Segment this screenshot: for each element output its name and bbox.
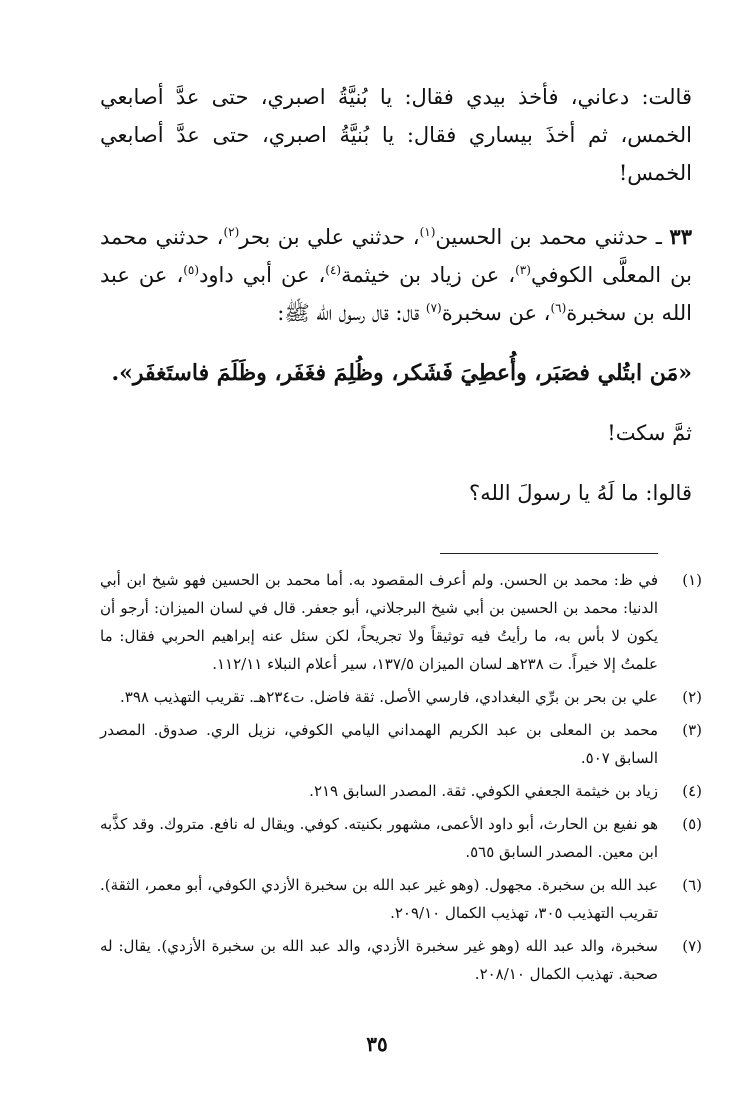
footnote-text: عبد الله بن سخبرة. مجهول. (وهو غير عبد الله بن سخبرة الأزدي الكوفي، أبو معمر، الثقة). تقريب التهذيب ٣٠٥، تهذيب الكمال ٢٠٩/١٠. <box>100 876 658 922</box>
footnote-item <box>100 777 702 805</box>
footnote-ref[interactable]: (٧) <box>425 301 442 315</box>
footnote-ref[interactable]: (٥) <box>183 263 200 277</box>
footnote-item <box>100 932 702 988</box>
footnote-item <box>100 871 702 927</box>
footnote-text: سخبرة، والد عبد الله (وهو غير سخبرة الأزدي، والد عبد الله بن سخبرة الأزدي). يقال: له صحبة. تهذيب الكمال ٢٠٨/١٠. <box>100 937 658 983</box>
footnote-text: هو نفيع بن الحارث، أبو داود الأعمى، مشهور بكنيته. كوفي. ويقال له نافع. متروك. وقد كذَّبه ابن معين. المصدر السابق ٥٦٥. <box>100 815 658 861</box>
footnote-ref[interactable]: (٤) <box>325 263 342 277</box>
footnote-ref[interactable]: (١) <box>419 225 436 239</box>
footnotes-section <box>100 566 702 993</box>
footnote-divider <box>440 553 658 554</box>
hadith-isnad <box>100 218 692 332</box>
footnote-ref[interactable]: (٢) <box>223 225 240 239</box>
isnad-segment: ، حدثني محمد بن المعلَّى الكوفي <box>100 225 692 287</box>
then-silent-line: ثمَّ سكت! <box>607 421 692 445</box>
footnote-item <box>100 716 702 772</box>
hadith-number: ٣٣ <box>669 224 692 249</box>
footnote-number: (٥) <box>682 815 702 833</box>
footnote-number: (١) <box>682 571 702 589</box>
footnote-text: محمد بن المعلى بن عبد الكريم الهمداني اليامي الكوفي، نزيل الري. صدوق. المصدر السابق ٥٠٧. <box>100 721 658 767</box>
footnote-number: (٦) <box>682 876 702 894</box>
isnad-segment: ـ حدثني محمد بن الحسين <box>435 225 670 249</box>
footnote-number: (٤) <box>682 782 702 800</box>
page-number: ٣٥ <box>366 1032 388 1056</box>
footnote-number: (٢) <box>682 688 702 706</box>
footnote-text: في ظ: محمد بن الحسن. ولم أعرف المقصود به. أما محمد بن الحسين فهو شيخ ابن أبي الدنيا: محمد بن الحسين بن أبي شيخ البرجلاني، أبو جعفر. قال في لسان الميزان: أرجو أن يكون لا بأس به، ما رأيتُ فيه توثيقاً ولا تجريحاً، لكن سئل عنه إبراهيم الحربي فقال: ما علمتُ إلا خيراً. ت ٢٣٨هـ لسان الميزان ١٣٧/٥، سير أعلام النبلاء ١١٢/١١. <box>100 571 658 673</box>
footnote-item <box>100 810 702 866</box>
isnad-segment: ، حدثني علي بن بحر <box>239 225 420 249</box>
hadith-text: «مَن ابتُلي فصَبَر، وأُعطِيَ فَشَكر، وظُلِمَ فغَفَر، وظَلَمَ فاستَغفَر». <box>111 360 692 386</box>
footnote-item <box>100 683 702 711</box>
footnote-ref[interactable]: (٦) <box>550 301 567 315</box>
they-said-line: قالوا: ما لَهُ يا رسولَ الله؟ <box>469 481 692 505</box>
main-text <box>100 78 692 512</box>
footnote-number: (٧) <box>682 937 702 955</box>
isnad-segment: ، عن زياد بن خيثمة <box>341 263 516 287</box>
isnad-segment: ، عن سخبرة <box>441 301 551 325</box>
footnote-item <box>100 566 702 678</box>
opening-paragraph: قالت: دعاني، فأخذ بيدي فقال: يا بُنيَّةُ اصبري، حتى عدَّ أصابعي الخمس، ثم أخذَ بيساري فقال: يا بُنيَّةُ اصبري، حتى عدَّ أصابعي الخمس! <box>100 85 692 185</box>
footnote-number: (٣) <box>682 721 702 739</box>
footnote-text: علي بن بحر بن برِّي البغدادي، فارسي الأصل. ثقة فاضل. ت٢٣٤هـ. تقريب التهذيب ٣٩٨. <box>120 688 658 706</box>
isnad-segment: قال: قال رسول الله ﷺ: <box>277 301 426 325</box>
footnote-ref[interactable]: (٣) <box>515 263 531 277</box>
isnad-segment: ، عن أبي داود <box>199 263 326 287</box>
isnad-segment: ، عن عبد الله بن سخبرة <box>100 263 692 325</box>
footnote-text: زياد بن خيثمة الجعفي الكوفي. ثقة. المصدر السابق ٢١٩. <box>309 782 658 800</box>
